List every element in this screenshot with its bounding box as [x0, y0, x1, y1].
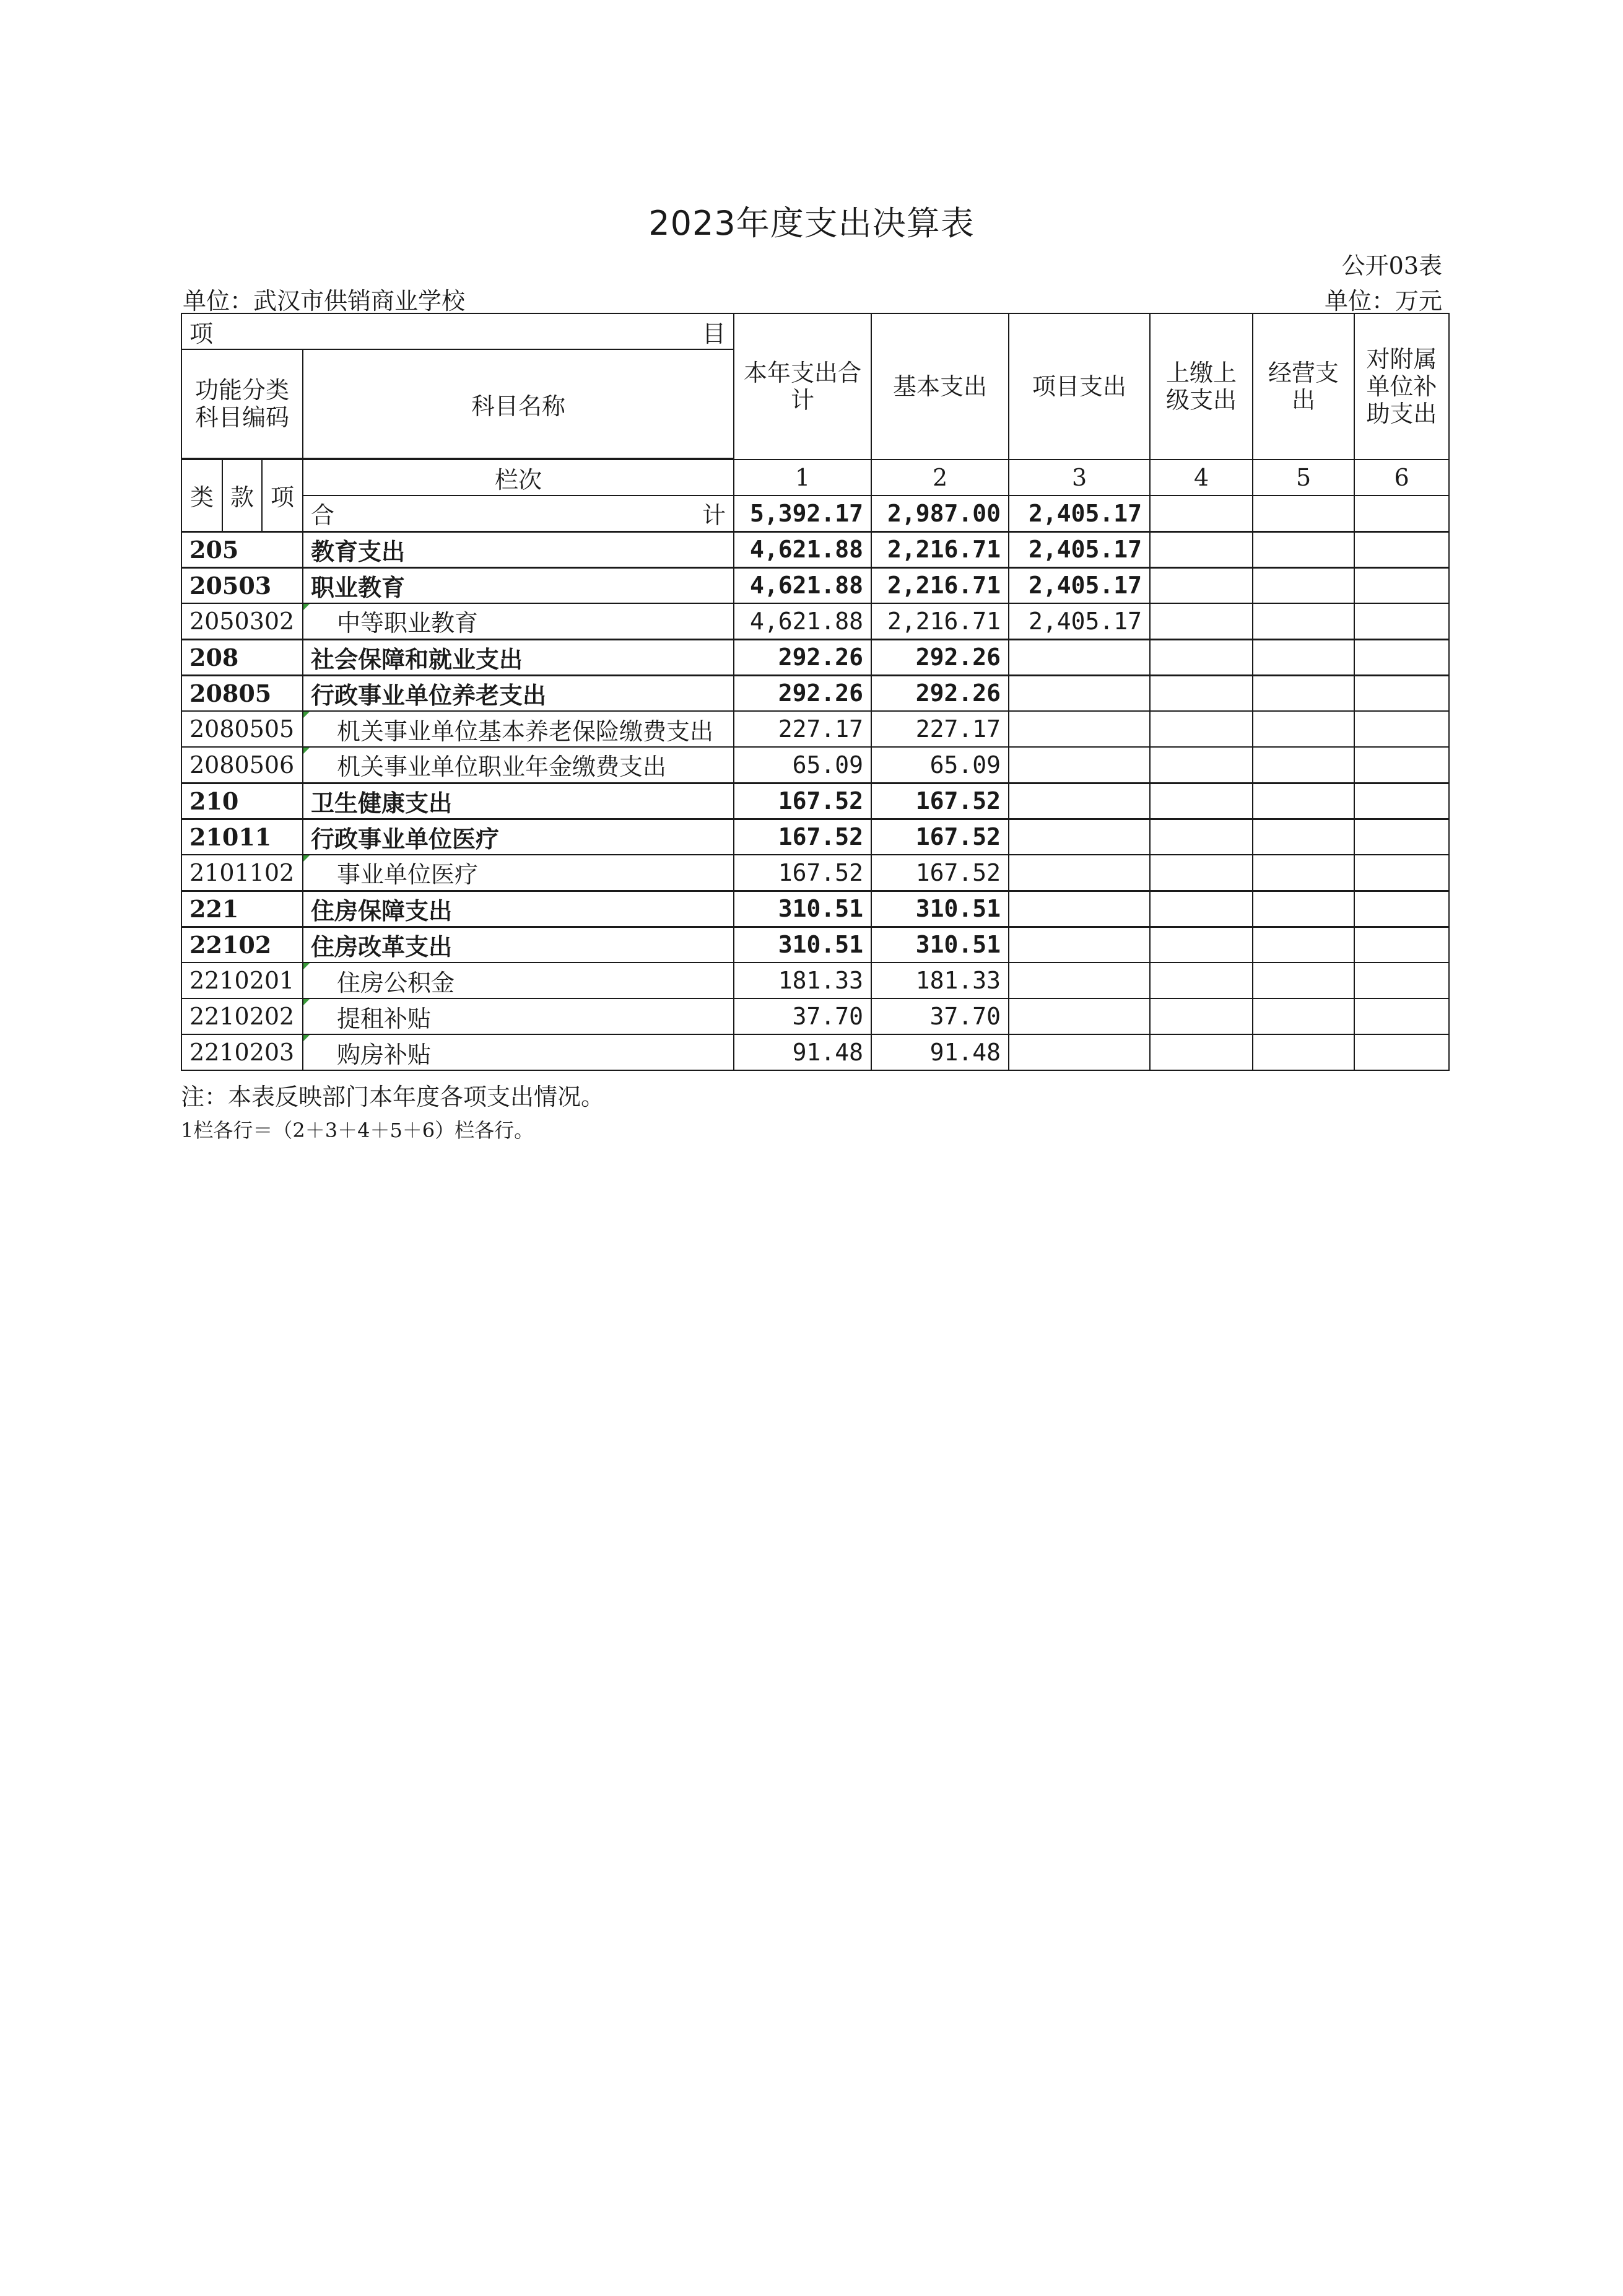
- header-item-end-label: 目: [702, 320, 726, 347]
- row-c5: [1253, 927, 1354, 962]
- row-name: [303, 998, 734, 1034]
- row-c5: [1253, 603, 1354, 639]
- row-project: [1009, 747, 1150, 783]
- row-c4: [1150, 927, 1253, 962]
- row-name: 职业教育: [303, 567, 734, 603]
- row-name: [303, 962, 734, 998]
- row-code: 208: [181, 639, 303, 675]
- row-c4: [1150, 747, 1253, 783]
- cell-marker-icon: [303, 1035, 310, 1041]
- row-name: [303, 1034, 734, 1070]
- row-name-text: 提租补贴: [337, 1005, 432, 1032]
- row-c6: [1354, 927, 1449, 962]
- row-name-text: 事业单位医疗: [337, 861, 479, 889]
- row-c4: [1150, 962, 1253, 998]
- table-row: [181, 819, 1449, 855]
- footnote-1: 注：本表反映部门本年度各项支出情况。: [181, 1083, 605, 1111]
- row-project: [1009, 927, 1150, 962]
- header-lanci: 栏次: [303, 460, 734, 495]
- row-total: 4,621.88: [734, 531, 871, 567]
- row-c6: [1354, 639, 1449, 675]
- row-project: 2,405.17: [1009, 531, 1150, 567]
- row-c4: [1150, 855, 1253, 891]
- table-row: [181, 891, 1449, 927]
- table-row: [181, 531, 1449, 567]
- row-code: 2080506: [181, 747, 303, 783]
- row-name: 教育支出: [303, 531, 734, 567]
- row-basic: 2,216.71: [871, 531, 1009, 567]
- row-name-text: 机关事业单位职业年金缴费支出: [337, 753, 667, 781]
- row-total: 4,621.88: [734, 603, 871, 639]
- page-title: 2023年度支出决算表: [648, 204, 975, 243]
- row-c6: [1354, 1034, 1449, 1070]
- row-basic: 227.17: [871, 711, 1009, 747]
- row-total: 181.33: [734, 962, 871, 998]
- table-row: [181, 783, 1449, 819]
- table-row: [181, 1034, 1449, 1070]
- row-c5: [1253, 639, 1354, 675]
- row-total: 4,621.88: [734, 567, 871, 603]
- footnote-2: 1栏各行＝（2＋3＋4＋5＋6）栏各行。: [181, 1119, 534, 1142]
- row-total: 37.70: [734, 998, 871, 1034]
- row-basic: 2,216.71: [871, 603, 1009, 639]
- row-c5: [1253, 855, 1354, 891]
- row-code: 2210202: [181, 998, 303, 1034]
- header-col4: 上缴上级支出: [1150, 313, 1253, 460]
- header-lei: 类: [181, 460, 222, 531]
- row-total: 91.48: [734, 1034, 871, 1070]
- row-name-text: 购房补贴: [337, 1041, 432, 1068]
- row-name: 卫生健康支出: [303, 783, 734, 819]
- header-row-item: [181, 313, 1449, 349]
- row-name: 行政事业单位养老支出: [303, 675, 734, 711]
- row-code: 2080505: [181, 711, 303, 747]
- cell-marker-icon: [303, 604, 310, 610]
- total-row: [181, 495, 1449, 531]
- table-row: [181, 639, 1449, 675]
- row-name: 社会保障和就业支出: [303, 639, 734, 675]
- row-c5: [1253, 675, 1354, 711]
- table-row: [181, 567, 1449, 603]
- form-number: 公开03表: [1341, 252, 1442, 279]
- table-row: [181, 962, 1449, 998]
- row-basic: 167.52: [871, 855, 1009, 891]
- row-code: 205: [181, 531, 303, 567]
- row-basic: 65.09: [871, 747, 1009, 783]
- row-total: 310.51: [734, 927, 871, 962]
- row-basic: 2,216.71: [871, 567, 1009, 603]
- cell-marker-icon: [303, 963, 310, 969]
- row-c5: [1253, 891, 1354, 927]
- row-basic: 310.51: [871, 927, 1009, 962]
- row-project: [1009, 855, 1150, 891]
- row-name: 住房改革支出: [303, 927, 734, 962]
- header-item-cell: [181, 313, 734, 349]
- row-code: 210: [181, 783, 303, 819]
- row-project: 2,405.17: [1009, 603, 1150, 639]
- row-c4: [1150, 783, 1253, 819]
- row-project: [1009, 711, 1150, 747]
- row-total: 167.52: [734, 819, 871, 855]
- col-number-6: 6: [1354, 460, 1449, 495]
- total-label-cell: [303, 495, 734, 531]
- row-c5: [1253, 531, 1354, 567]
- row-project: [1009, 998, 1150, 1034]
- row-total: 65.09: [734, 747, 871, 783]
- row-basic: 167.52: [871, 819, 1009, 855]
- table-row: [181, 603, 1449, 639]
- row-c6: [1354, 567, 1449, 603]
- header-col1: 本年支出合计: [734, 313, 871, 460]
- table-row: [181, 711, 1449, 747]
- header-item-label: 项: [189, 320, 214, 347]
- row-code: 21011: [181, 819, 303, 855]
- row-basic: 310.51: [871, 891, 1009, 927]
- row-c6: [1354, 531, 1449, 567]
- cell-marker-icon: [303, 748, 310, 754]
- row-c4: [1150, 891, 1253, 927]
- row-project: [1009, 1034, 1150, 1070]
- row-c6: [1354, 675, 1449, 711]
- row-c4: [1150, 819, 1253, 855]
- row-c6: [1354, 819, 1449, 855]
- total-label-right: 计: [702, 502, 726, 530]
- row-c4: [1150, 531, 1253, 567]
- col-number-3: 3: [1009, 460, 1150, 495]
- row-basic: 167.52: [871, 783, 1009, 819]
- row-basic: 37.70: [871, 998, 1009, 1034]
- row-total: 227.17: [734, 711, 871, 747]
- row-c4: [1150, 639, 1253, 675]
- money-unit: 单位：万元: [1324, 287, 1442, 315]
- row-c4: [1150, 675, 1253, 711]
- row-code: 20503: [181, 567, 303, 603]
- row-code: 2210203: [181, 1034, 303, 1070]
- row-total: 292.26: [734, 675, 871, 711]
- row-c6: [1354, 603, 1449, 639]
- row-name: [303, 747, 734, 783]
- row-name-text: 中等职业教育: [337, 609, 479, 637]
- row-c4: [1150, 603, 1253, 639]
- row-c6: [1354, 891, 1449, 927]
- row-code: 221: [181, 891, 303, 927]
- row-name: 住房保障支出: [303, 891, 734, 927]
- row-total: 167.52: [734, 783, 871, 819]
- row-c5: [1253, 1034, 1354, 1070]
- table-row: [181, 998, 1449, 1034]
- total-c2: 2,987.00: [871, 495, 1009, 531]
- row-c5: [1253, 819, 1354, 855]
- col-number-4: 4: [1150, 460, 1253, 495]
- header-code: 功能分类科目编码: [181, 349, 303, 458]
- header-col6: 对附属单位补助支出: [1354, 313, 1449, 460]
- row-c5: [1253, 567, 1354, 603]
- row-code: 2101102: [181, 855, 303, 891]
- row-basic: 292.26: [871, 675, 1009, 711]
- total-label-left: 合: [311, 502, 335, 530]
- unit-name: 单位：武汉市供销商业学校: [183, 287, 466, 315]
- row-c6: [1354, 783, 1449, 819]
- row-c4: [1150, 1034, 1253, 1070]
- row-name: [303, 855, 734, 891]
- cell-marker-icon: [303, 712, 310, 718]
- row-code: 2050302: [181, 603, 303, 639]
- table-row: [181, 855, 1449, 891]
- row-project: [1009, 891, 1150, 927]
- row-c5: [1253, 783, 1354, 819]
- header-col3: 项目支出: [1009, 313, 1150, 460]
- expenditure-table: [181, 313, 1450, 1071]
- row-project: 2,405.17: [1009, 567, 1150, 603]
- header-kuan: 款: [222, 460, 262, 531]
- row-c6: [1354, 998, 1449, 1034]
- col-number-1: 1: [734, 460, 871, 495]
- total-c1: 5,392.17: [734, 495, 871, 531]
- row-total: 167.52: [734, 855, 871, 891]
- row-project: [1009, 639, 1150, 675]
- row-c6: [1354, 711, 1449, 747]
- table-row: [181, 675, 1449, 711]
- row-code: 20805: [181, 675, 303, 711]
- row-c6: [1354, 855, 1449, 891]
- row-c5: [1253, 747, 1354, 783]
- table-row: [181, 927, 1449, 962]
- table-row: [181, 747, 1449, 783]
- row-name-text: 机关事业单位基本养老保险缴费支出: [337, 717, 714, 745]
- row-project: [1009, 962, 1150, 998]
- row-basic: 292.26: [871, 639, 1009, 675]
- cell-marker-icon: [303, 999, 310, 1005]
- row-name-text: 住房公积金: [337, 969, 455, 997]
- row-name: 行政事业单位医疗: [303, 819, 734, 855]
- col-number-5: 5: [1253, 460, 1354, 495]
- row-total: 310.51: [734, 891, 871, 927]
- row-code: 2210201: [181, 962, 303, 998]
- col-number-2: 2: [871, 460, 1009, 495]
- cell-marker-icon: [303, 855, 310, 862]
- row-c6: [1354, 747, 1449, 783]
- header-col2: 基本支出: [871, 313, 1009, 460]
- row-name: [303, 711, 734, 747]
- row-basic: 91.48: [871, 1034, 1009, 1070]
- row-c5: [1253, 962, 1354, 998]
- header-row-lanci: [181, 460, 1449, 495]
- header-xiang: 项: [262, 460, 303, 531]
- row-code: 22102: [181, 927, 303, 962]
- total-c3: 2,405.17: [1009, 495, 1150, 531]
- row-c5: [1253, 998, 1354, 1034]
- row-c4: [1150, 711, 1253, 747]
- data-rows: [181, 531, 1449, 1070]
- row-total: 292.26: [734, 639, 871, 675]
- row-basic: 181.33: [871, 962, 1009, 998]
- header-col5: 经营支出: [1253, 313, 1354, 460]
- row-project: [1009, 819, 1150, 855]
- header-name: 科目名称: [303, 349, 734, 458]
- row-c5: [1253, 711, 1354, 747]
- row-project: [1009, 675, 1150, 711]
- row-name: [303, 603, 734, 639]
- row-c4: [1150, 567, 1253, 603]
- row-c4: [1150, 998, 1253, 1034]
- row-project: [1009, 783, 1150, 819]
- row-c6: [1354, 962, 1449, 998]
